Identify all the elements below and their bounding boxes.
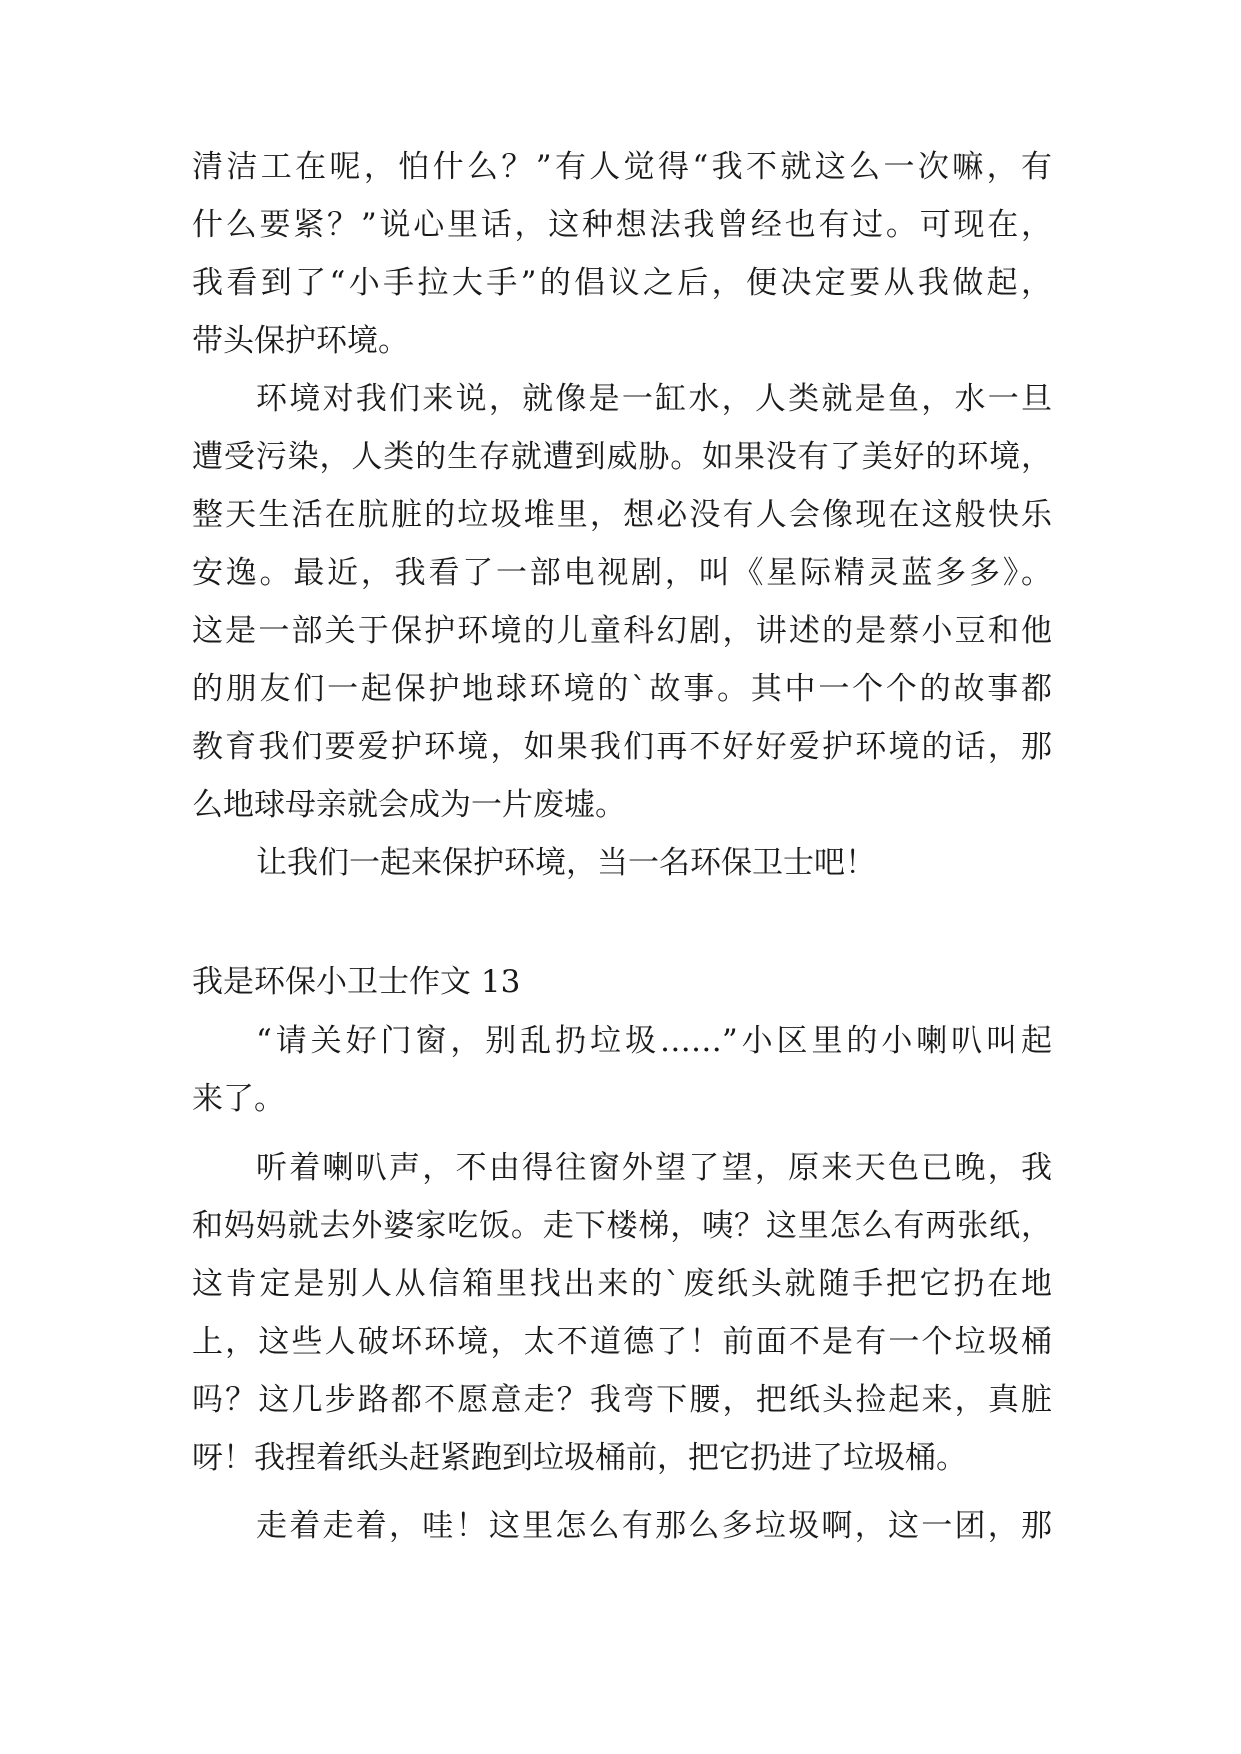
text-line: 么地球母亲就会成为一片废墟。: [192, 787, 626, 823]
text-line: 环境对我们来说，就像是一缸水，人类就是鱼，水一旦: [256, 381, 1052, 417]
text-line: 带头保护环境。: [192, 323, 409, 359]
text-line: 教育我们要爱护环境，如果我们再不好好爱护环境的话，那: [192, 729, 1052, 765]
text-line: 这是一部关于保护环境的儿童科幻剧，讲述的是蔡小豆和他: [192, 613, 1052, 649]
text-line: 什么要紧？”说心里话，这种想法我曾经也有过。可现在，: [192, 207, 1052, 243]
text-line: 走着走着，哇！这里怎么有那么多垃圾啊，这一团，那: [256, 1508, 1052, 1544]
text-line: 的朋友们一起保护地球环境的`故事。其中一个个的故事都: [192, 671, 1052, 707]
section-title: 我是环保小卫士作文 13: [192, 964, 521, 1000]
text-line: 呀！我捏着纸头赶紧跑到垃圾桶前，把它扔进了垃圾桶。: [192, 1440, 967, 1476]
text-line: 安逸。最近，我看了一部电视剧，叫《星际精灵蓝多多》。: [192, 555, 1052, 591]
text-line: “请关好门窗，别乱扔垃圾……”小区里的小喇叭叫起: [256, 1023, 1052, 1059]
text-line: 这肯定是别人从信箱里找出来的`废纸头就随手把它扔在地: [192, 1266, 1052, 1302]
text-line: 整天生活在肮脏的垃圾堆里，想必没有人会像现在这般快乐: [192, 497, 1052, 533]
text-line: 吗？这几步路都不愿意走？我弯下腰，把纸头捡起来，真脏: [192, 1382, 1052, 1418]
text-line: 来了。: [192, 1081, 285, 1117]
text-line: 我看到了“小手拉大手”的倡议之后，便决定要从我做起，: [192, 265, 1052, 301]
text-line: 上，这些人破坏环境，太不道德了！前面不是有一个垃圾桶: [192, 1324, 1052, 1360]
text-line: 清洁工在呢，怕什么？”有人觉得“我不就这么一次嘛，有: [192, 149, 1052, 185]
text-line: 让我们一起来保护环境，当一名环保卫士吧！: [256, 845, 876, 881]
text-line: 和妈妈就去外婆家吃饭。走下楼梯，咦？这里怎么有两张纸，: [192, 1208, 1052, 1244]
text-line: 听着喇叭声，不由得往窗外望了望，原来天色已晚，我: [256, 1150, 1052, 1186]
text-line: 遭受污染，人类的生存就遭到威胁。如果没有了美好的环境，: [192, 439, 1052, 475]
